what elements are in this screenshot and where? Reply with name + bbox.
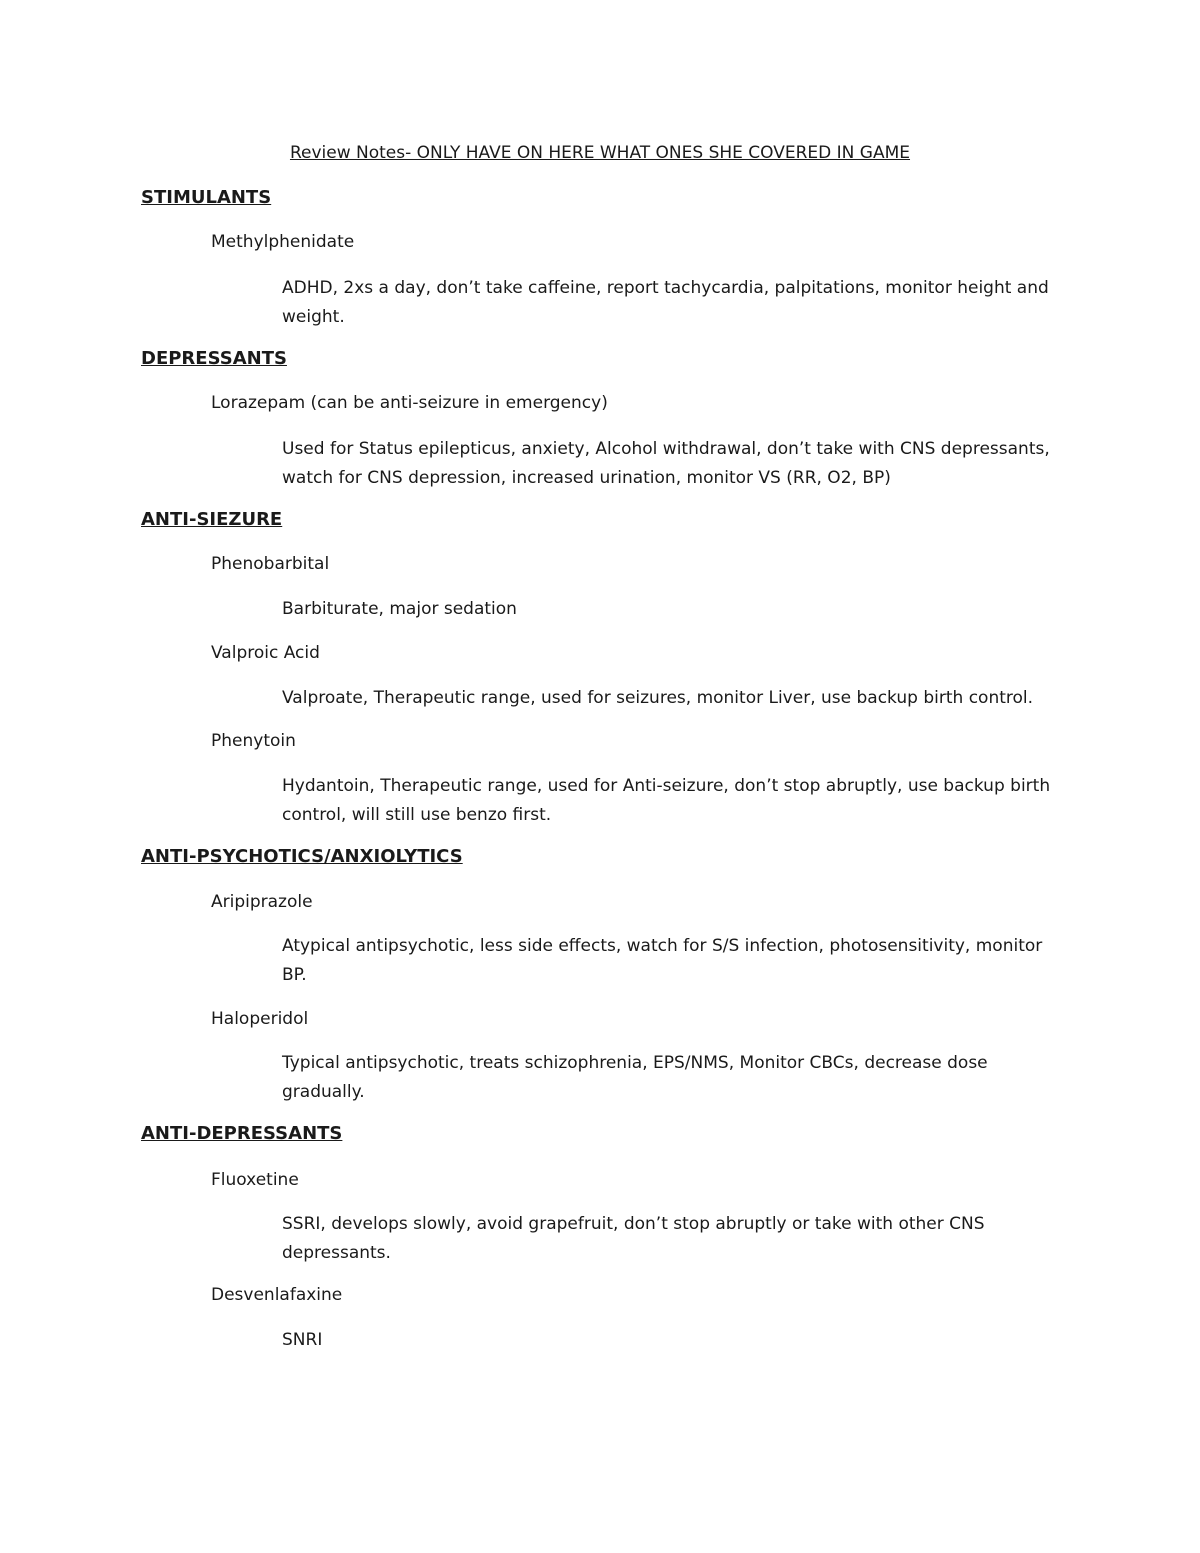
section-heading-anti-depressants: ANTI-DEPRESSANTS xyxy=(141,1123,343,1144)
drug-note-haloperidol: Typical antipsychotic, treats schizophrenia, EPS/NMS, Monitor CBCs, decrease dose gradually. xyxy=(282,1053,988,1102)
section-heading-anti-seizure: ANTI-SIEZURE xyxy=(141,509,283,530)
document-title: Review Notes- ONLY HAVE ON HERE WHAT ONES SHE COVERED IN GAME xyxy=(289,143,911,163)
section-heading-depressants: DEPRESSANTS xyxy=(141,348,287,369)
section-heading-stimulants: STIMULANTS xyxy=(141,187,272,208)
drug-note-fluoxetine: SSRI, develops slowly, avoid grapefruit, don’t stop abruptly or take with other CNS depressants. xyxy=(282,1214,985,1263)
drug-name-haloperidol: Haloperidol xyxy=(211,1009,309,1029)
drug-note-lorazepam: Used for Status epilepticus, anxiety, Alcohol withdrawal, don’t take with CNS depressants, watch for CNS depression, increased urination, monitor VS (RR, O2, BP) xyxy=(282,439,1050,488)
drug-name-lorazepam: Lorazepam (can be anti-seizure in emergency) xyxy=(211,393,608,413)
drug-note-phenytoin: Hydantoin, Therapeutic range, used for Anti-seizure, don’t stop abruptly, use backup birth control, will still use benzo first. xyxy=(282,776,1051,825)
drug-name-phenobarbital: Phenobarbital xyxy=(211,554,330,574)
drug-note-methylphenidate: ADHD, 2xs a day, don’t take caffeine, report tachycardia, palpitations, monitor height and weight. xyxy=(282,278,1049,327)
drug-name-valproic-acid: Valproic Acid xyxy=(211,643,320,663)
drug-name-phenytoin: Phenytoin xyxy=(211,731,296,751)
drug-name-desvenlafaxine: Desvenlafaxine xyxy=(211,1285,343,1305)
drug-note-phenobarbital: Barbiturate, major sedation xyxy=(282,599,517,619)
drug-name-methylphenidate: Methylphenidate xyxy=(211,232,355,252)
section-heading-anti-psychotics-anxiolytics: ANTI-PSYCHOTICS/ANXIOLYTICS xyxy=(141,846,463,867)
drug-name-aripiprazole: Aripiprazole xyxy=(211,892,313,912)
drug-note-valproic-acid: Valproate, Therapeutic range, used for seizures, monitor Liver, use backup birth control. xyxy=(282,688,1034,708)
drug-note-desvenlafaxine: SNRI xyxy=(282,1330,323,1350)
drug-note-aripiprazole: Atypical antipsychotic, less side effects, watch for S/S infection, photosensitivity, monitor BP. xyxy=(282,936,1043,985)
drug-name-fluoxetine: Fluoxetine xyxy=(211,1170,299,1190)
